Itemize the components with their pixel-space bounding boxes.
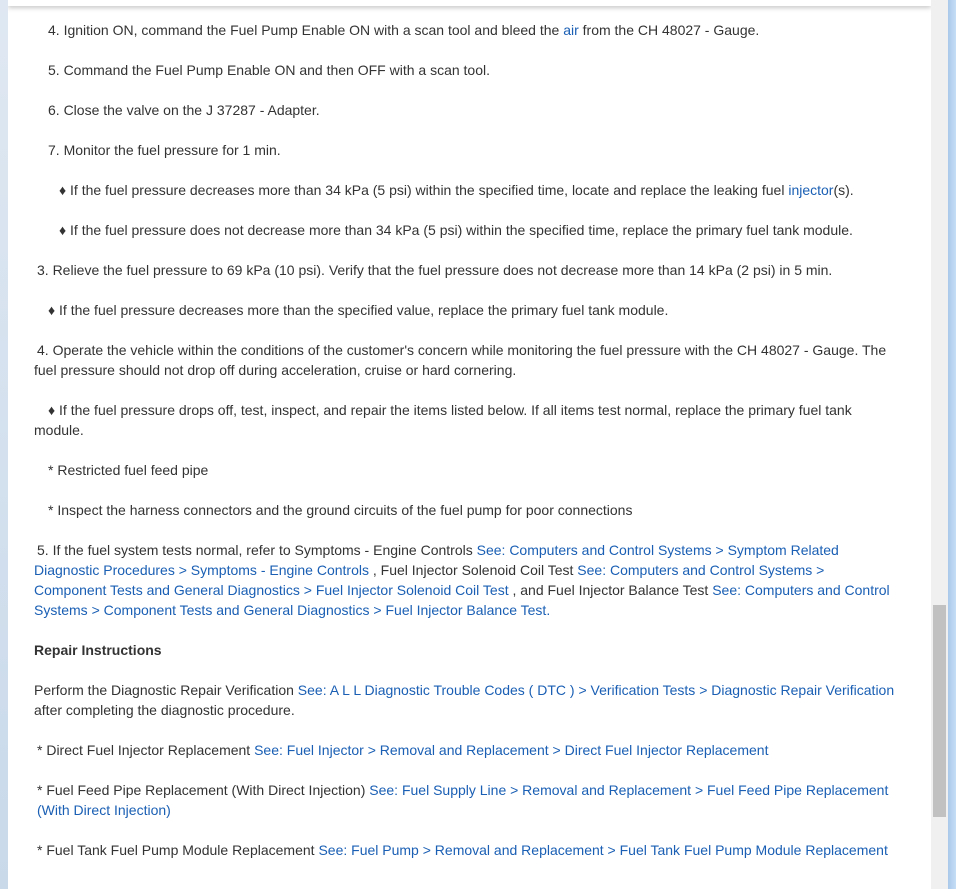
step-main-3: 3. Relieve the fuel pressure to 69 kPa (10 psi). Verify that the fuel pressure does not decrease more than 14 kPa (2 psi) in 5 min. bbox=[37, 262, 833, 278]
bullet-7a bbox=[34, 180, 899, 200]
text: , Fuel Injector Solenoid Coil Test bbox=[368, 562, 578, 578]
text: Perform the Diagnostic Repair Verification bbox=[34, 682, 298, 698]
step-4 bbox=[34, 20, 899, 40]
repair-item-feed-pipe bbox=[34, 780, 899, 820]
link-injector[interactable]: injector bbox=[788, 182, 834, 198]
step-7: 7. Monitor the fuel pressure for 1 min. bbox=[48, 142, 281, 158]
link-air[interactable]: air bbox=[563, 22, 579, 38]
window-right-edge bbox=[948, 0, 956, 889]
link-repair-verification[interactable]: See: A L L Diagnostic Trouble Codes ( DTC ) > Verification Tests > Diagnostic Repair Verification bbox=[297, 682, 895, 698]
vertical-scrollbar[interactable] bbox=[931, 0, 948, 889]
step-main-4 bbox=[34, 340, 899, 380]
text: , and Fuel Injector Balance Test bbox=[508, 582, 713, 598]
link-feed-pipe-replacement[interactable]: See: Fuel Supply Line > Removal and Replacement > Fuel Feed Pipe Replacement (With Direct Injection) bbox=[37, 782, 889, 818]
document-page bbox=[8, 0, 931, 889]
text: (s). bbox=[833, 182, 854, 198]
link-solenoid-coil-test[interactable]: See: Computers and Control Systems > Component Tests and General Diagnostics > Fuel Injector Solenoid Coil Test bbox=[34, 562, 825, 598]
text: from the CH 48027 - Gauge. bbox=[578, 22, 760, 38]
text: ♦ If the fuel pressure decreases more than 34 kPa (5 psi) within the specified time, locate and replace the leaking fuel bbox=[59, 182, 789, 198]
bullet-3: ♦ If the fuel pressure decreases more than the specified value, replace the primary fuel tank module. bbox=[48, 302, 669, 318]
step-6: 6. Close the valve on the J 37287 - Adapter. bbox=[48, 102, 320, 118]
subitem-restricted-pipe: * Restricted fuel feed pipe bbox=[48, 462, 209, 478]
repair-item-injector bbox=[34, 740, 899, 760]
bullet-4 bbox=[34, 400, 899, 440]
link-pump-module-replacement[interactable]: See: Fuel Pump > Removal and Replacement > Fuel Tank Fuel Pump Module Replacement bbox=[318, 842, 888, 858]
text: 4. Ignition ON, command the Fuel Pump Enable ON with a scan tool and bleed the bbox=[48, 22, 564, 38]
link-balance-test[interactable]: See: Computers and Control Systems > Component Tests and General Diagnostics > Fuel Injector Balance Test bbox=[34, 582, 890, 618]
step-main-5 bbox=[34, 540, 899, 620]
procedure-content bbox=[34, 20, 899, 880]
header-bar bbox=[8, 0, 931, 6]
text: * Fuel Feed Pipe Replacement (With Direct Injection) bbox=[37, 782, 370, 798]
text: * Fuel Tank Fuel Pump Module Replacement bbox=[37, 842, 319, 858]
step-5: 5. Command the Fuel Pump Enable ON and then OFF with a scan tool. bbox=[48, 62, 490, 78]
repair-heading bbox=[34, 640, 899, 660]
text: ♦ If the fuel pressure drops off, test, inspect, and repair the items listed below. If all items test normal, replace the primary fuel tank module. bbox=[34, 402, 852, 438]
heading-text: Repair Instructions bbox=[34, 642, 162, 658]
text: 4. Operate the vehicle within the conditions of the customer's concern while monitoring the fuel pressure with the CH 48027 - Gauge. The fuel pressure should not drop off during acceleration, cruise or hard cornering. bbox=[34, 342, 887, 378]
window-left-edge bbox=[0, 0, 8, 889]
subitem-inspect-harness: * Inspect the harness connectors and the ground circuits of the fuel pump for poor connections bbox=[48, 502, 633, 518]
text: 5. If the fuel system tests normal, refer to Symptoms - Engine Controls bbox=[37, 542, 477, 558]
repair-verification bbox=[34, 680, 899, 720]
text: . bbox=[546, 602, 551, 618]
repair-item-pump-module bbox=[34, 840, 899, 860]
scrollbar-thumb[interactable] bbox=[933, 605, 946, 817]
bullet-7b: ♦ If the fuel pressure does not decrease more than 34 kPa (5 psi) within the specified time, replace the primary fuel tank module. bbox=[59, 222, 853, 238]
text: * Direct Fuel Injector Replacement bbox=[37, 742, 255, 758]
text: after completing the diagnostic procedure. bbox=[34, 702, 295, 718]
link-symptoms-engine-controls[interactable]: See: Computers and Control Systems > Symptom Related Diagnostic Procedures > Symptoms - Engine Controls bbox=[34, 542, 839, 578]
link-injector-replacement[interactable]: See: Fuel Injector > Removal and Replacement > Direct Fuel Injector Replacement bbox=[254, 742, 769, 758]
